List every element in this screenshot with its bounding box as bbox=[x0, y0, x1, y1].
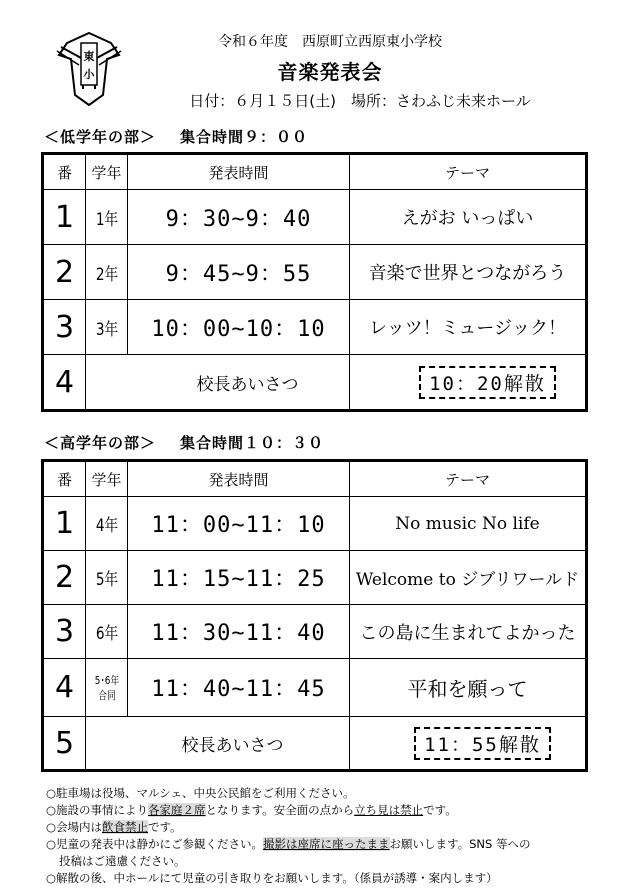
table-row-closing bbox=[43, 717, 587, 771]
note-text: です。 bbox=[148, 820, 182, 834]
note-text: ○会場内は bbox=[46, 820, 103, 834]
dismissal-time: 10：20解散 bbox=[419, 366, 556, 399]
row-theme: レッツ！ミュージック！ bbox=[350, 300, 587, 355]
note-emphasis: 立ち見は禁止 bbox=[354, 803, 424, 817]
notes-list bbox=[46, 785, 616, 887]
row-time: 9：30~9：40 bbox=[128, 190, 350, 245]
note-text: です。 bbox=[423, 803, 457, 817]
col-grade: 学年 bbox=[86, 461, 128, 497]
col-grade: 学年 bbox=[86, 154, 128, 190]
note-emphasis: 撮影は座席に座ったまま bbox=[263, 837, 390, 851]
note-sns: 投稿はご遠慮ください。 bbox=[59, 854, 186, 868]
table-row bbox=[43, 551, 587, 605]
low-section-heading bbox=[44, 126, 308, 147]
principal-greeting bbox=[86, 717, 350, 771]
row-time: 11：30~11：40 bbox=[128, 605, 350, 659]
school-name: 令和６年度 西原町立西原東小学校 bbox=[218, 34, 442, 50]
table-row bbox=[43, 245, 587, 300]
col-time: 発表時間 bbox=[128, 461, 350, 497]
col-number: 番 bbox=[43, 154, 86, 190]
row-theme: この島に生まれてよかった bbox=[350, 605, 587, 659]
row-grade: 2年 bbox=[90, 245, 124, 300]
greeting-text: 校長あいさつ bbox=[181, 735, 284, 756]
note-text: ○施設の事情により bbox=[46, 803, 149, 817]
row-theme: No music No life bbox=[350, 497, 587, 551]
row-number: 1 bbox=[43, 497, 86, 551]
low-program-table bbox=[41, 152, 588, 412]
note-pickup: ○解散の後、中ホールにて児童の引き取りをお願いします。（係員が誘導・案内します） bbox=[46, 871, 498, 885]
row-time: 10：00~10：10 bbox=[128, 300, 350, 355]
row-time: 11：00~11：10 bbox=[128, 497, 350, 551]
note-emphasis: 飲食禁止 bbox=[102, 820, 149, 834]
dismissal-cell bbox=[350, 355, 587, 411]
row-grade: 5･6年 合同 bbox=[90, 659, 124, 717]
row-time: 11：15~11：25 bbox=[128, 551, 350, 605]
row-number: 4 bbox=[43, 659, 86, 717]
row-time: 9：45~9：55 bbox=[128, 245, 350, 300]
table-row bbox=[43, 190, 587, 245]
note-emphasis: 各家庭２席 bbox=[148, 803, 206, 817]
row-theme: 平和を願って bbox=[350, 659, 587, 717]
table-row bbox=[43, 300, 587, 355]
row-number: 2 bbox=[43, 551, 86, 605]
row-grade: 1年 bbox=[90, 190, 124, 245]
note-text: となります。安全面の点から bbox=[205, 803, 355, 817]
school-logo bbox=[53, 29, 125, 107]
row-theme: Welcome to ジブリワールド bbox=[350, 551, 587, 605]
low-gather-time: 集合時間９：００ bbox=[180, 128, 309, 146]
note-photo bbox=[46, 836, 616, 853]
table-row bbox=[43, 497, 587, 551]
note-text: お願いします。SNS 等への bbox=[389, 837, 531, 851]
high-section-title: ＜高学年の部＞ bbox=[44, 434, 157, 452]
logo-text-top: 東 bbox=[83, 50, 95, 63]
table-row bbox=[43, 659, 587, 717]
row-grade: 5年 bbox=[90, 551, 124, 605]
high-program-table bbox=[41, 459, 588, 772]
col-theme: テーマ bbox=[350, 461, 587, 497]
note-seating bbox=[46, 802, 616, 819]
principal-greeting bbox=[86, 355, 350, 411]
greeting-text: 校長あいさつ bbox=[196, 374, 299, 395]
low-section-title: ＜低学年の部＞ bbox=[44, 128, 157, 146]
row-number: 4 bbox=[43, 355, 86, 411]
row-number: 5 bbox=[43, 717, 86, 771]
note-text: ○児童の発表中は静かにご参観ください。 bbox=[46, 837, 264, 851]
row-theme: 音楽で世界とつながろう bbox=[350, 245, 587, 300]
table-header-row bbox=[43, 461, 587, 497]
row-grade: 6年 bbox=[90, 605, 124, 659]
logo-text-bottom: 小 bbox=[83, 68, 95, 81]
dismissal-time: 11：55解散 bbox=[414, 727, 551, 760]
row-number: 3 bbox=[43, 605, 86, 659]
table-row bbox=[43, 605, 587, 659]
table-header-row bbox=[43, 154, 587, 190]
row-grade: 4年 bbox=[90, 497, 124, 551]
high-gather-time: 集合時間１０：３０ bbox=[180, 434, 325, 452]
high-section-heading bbox=[44, 432, 324, 453]
row-number: 2 bbox=[43, 245, 86, 300]
row-number: 1 bbox=[43, 190, 86, 245]
page-title: 音楽発表会 bbox=[277, 60, 383, 84]
col-number: 番 bbox=[43, 461, 86, 497]
note-parking: ○駐車場は役場、マルシェ、中央公民館をご利用ください。 bbox=[46, 786, 355, 800]
date-location: 日付：６月１５日(土) 場所：さわふじ未来ホール bbox=[189, 92, 531, 110]
col-time: 発表時間 bbox=[128, 154, 350, 190]
row-theme: えがお いっぱい bbox=[350, 190, 587, 245]
row-time: 11：40~11：45 bbox=[128, 659, 350, 717]
note-food bbox=[46, 819, 616, 836]
row-number: 3 bbox=[43, 300, 86, 355]
row-grade: 3年 bbox=[90, 300, 124, 355]
dismissal-cell bbox=[350, 717, 587, 771]
col-theme: テーマ bbox=[350, 154, 587, 190]
table-row-closing bbox=[43, 355, 587, 411]
